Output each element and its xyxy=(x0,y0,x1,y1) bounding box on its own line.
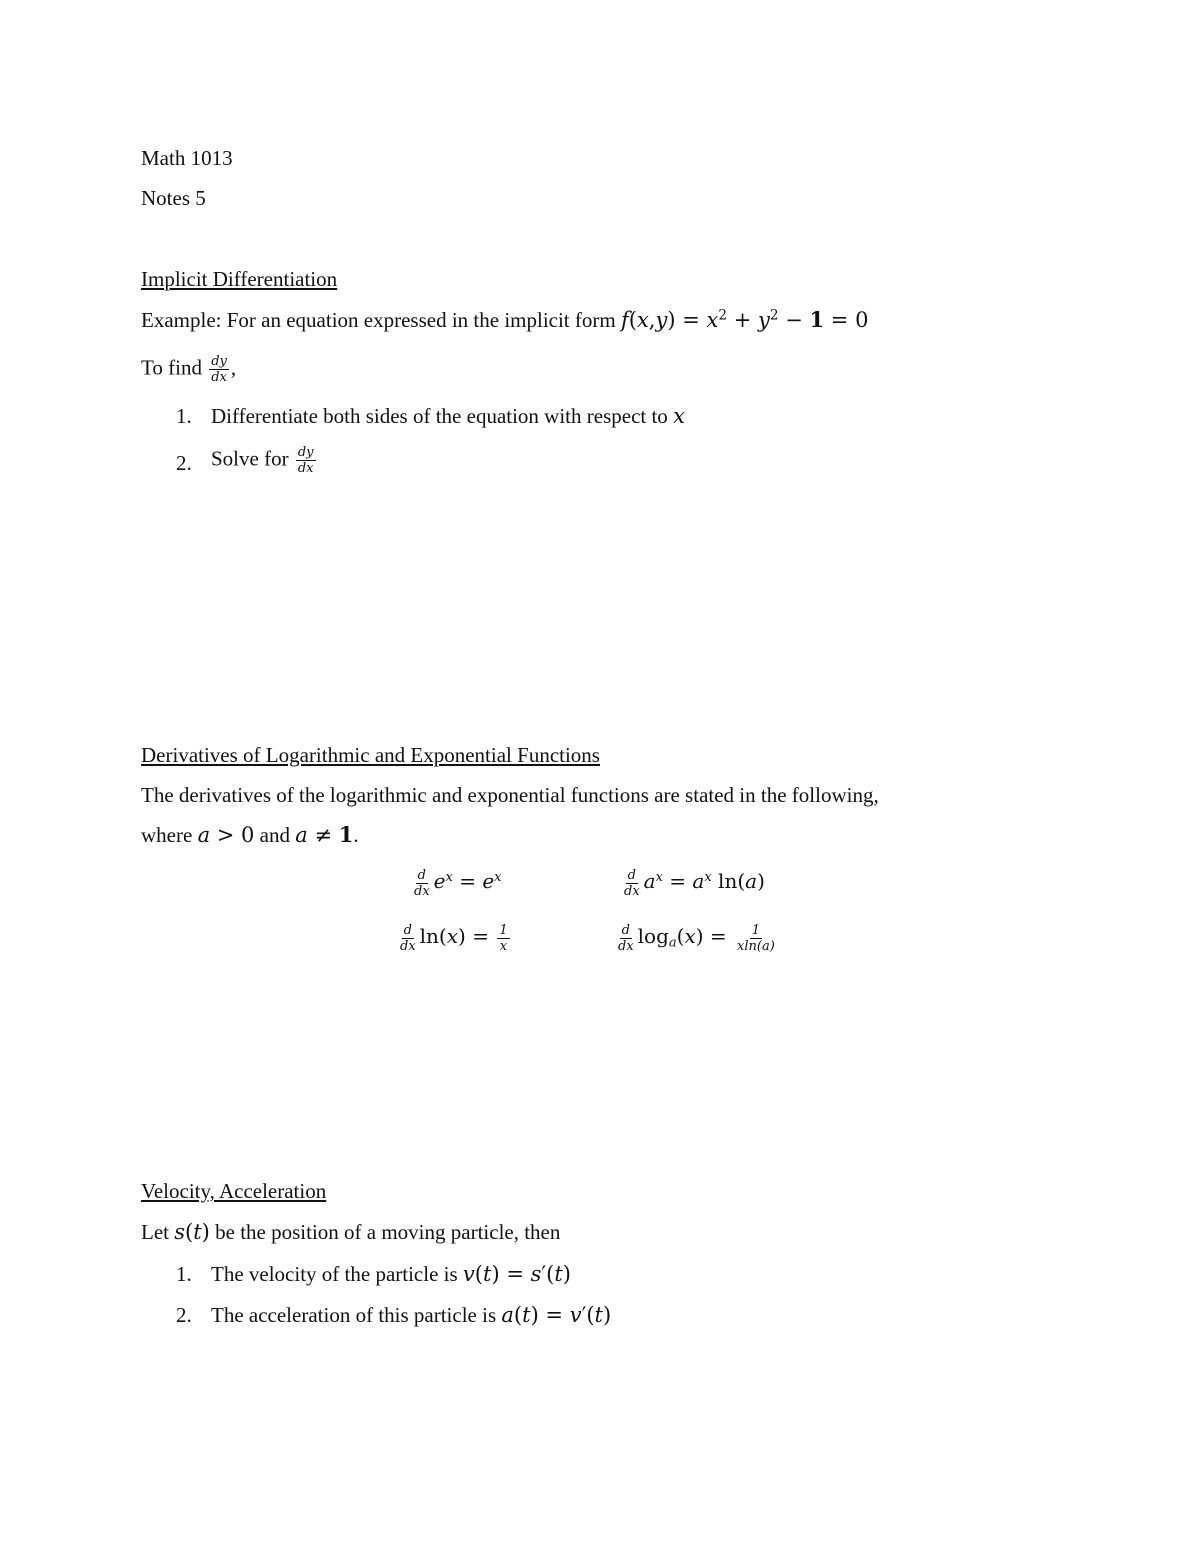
notes-number: Notes 5 xyxy=(141,186,206,210)
step-1-text: Differentiate both sides of the equation with respect to x xyxy=(211,404,685,428)
dy-dx-fraction: $\frac{dy}{dx}$ xyxy=(297,445,314,476)
formula-derivative-ln: $\frac{d}{dx}$ ln(x) = $\frac{1}{x}$ xyxy=(400,922,508,954)
to-find-comma: , xyxy=(230,355,237,380)
velocity-item-2-text: The acceleration of this particle is a(t) = v′(t) xyxy=(211,1303,612,1327)
heading-log-exp-derivatives: Derivatives of Logarithmic and Exponential Functions xyxy=(141,743,600,767)
step-2-number: 2. xyxy=(176,451,192,475)
log-exp-conditions: where a > 0 and a ≠ 1. xyxy=(141,822,359,847)
heading-implicit-differentiation: Implicit Differentiation xyxy=(141,267,338,291)
implicit-equation: f xyxy=(620,308,629,332)
step-2-text: Solve for $\frac{dy}{dx}$ xyxy=(211,445,314,476)
to-find-text: To find xyxy=(141,355,208,380)
implicit-example-line: Example: For an equation expressed in the implicit form $f(x,y) = x^2 + y^2 - 1 = 0$ xyxy=(141,307,869,332)
velocity-item-2-number: 2. xyxy=(176,1303,192,1327)
course-title: Math 1013 xyxy=(141,146,233,170)
step-1-number: 1. xyxy=(176,404,192,428)
dy-dx-fraction: $\frac{dy}{dx}$ xyxy=(211,354,227,385)
velocity-intro: Let s(t) be the position of a moving particle, then xyxy=(141,1220,561,1244)
log-exp-intro: The derivatives of the logarithmic and exponential functions are stated in the following, xyxy=(141,783,879,807)
formula-derivative-ex: $\frac{d}{dx}$ $e^x = e^x$ xyxy=(414,867,502,899)
example-text: Example: For an equation expressed in the implicit form xyxy=(141,308,621,332)
heading-velocity-acceleration: Velocity, Acceleration xyxy=(141,1179,327,1203)
velocity-item-1-number: 1. xyxy=(176,1262,192,1286)
formula-derivative-log-a: $\frac{d}{dx}$ $\log_a(x)$ = $\frac{1}{xln(a)}$ xyxy=(618,922,775,954)
formula-derivative-ax: $\frac{d}{dx}$ $a^x = a^x$ ln(a) xyxy=(624,867,765,899)
to-find-line xyxy=(141,354,236,385)
velocity-item-1-text: The velocity of the particle is v(t) = s′(t) xyxy=(211,1262,571,1286)
